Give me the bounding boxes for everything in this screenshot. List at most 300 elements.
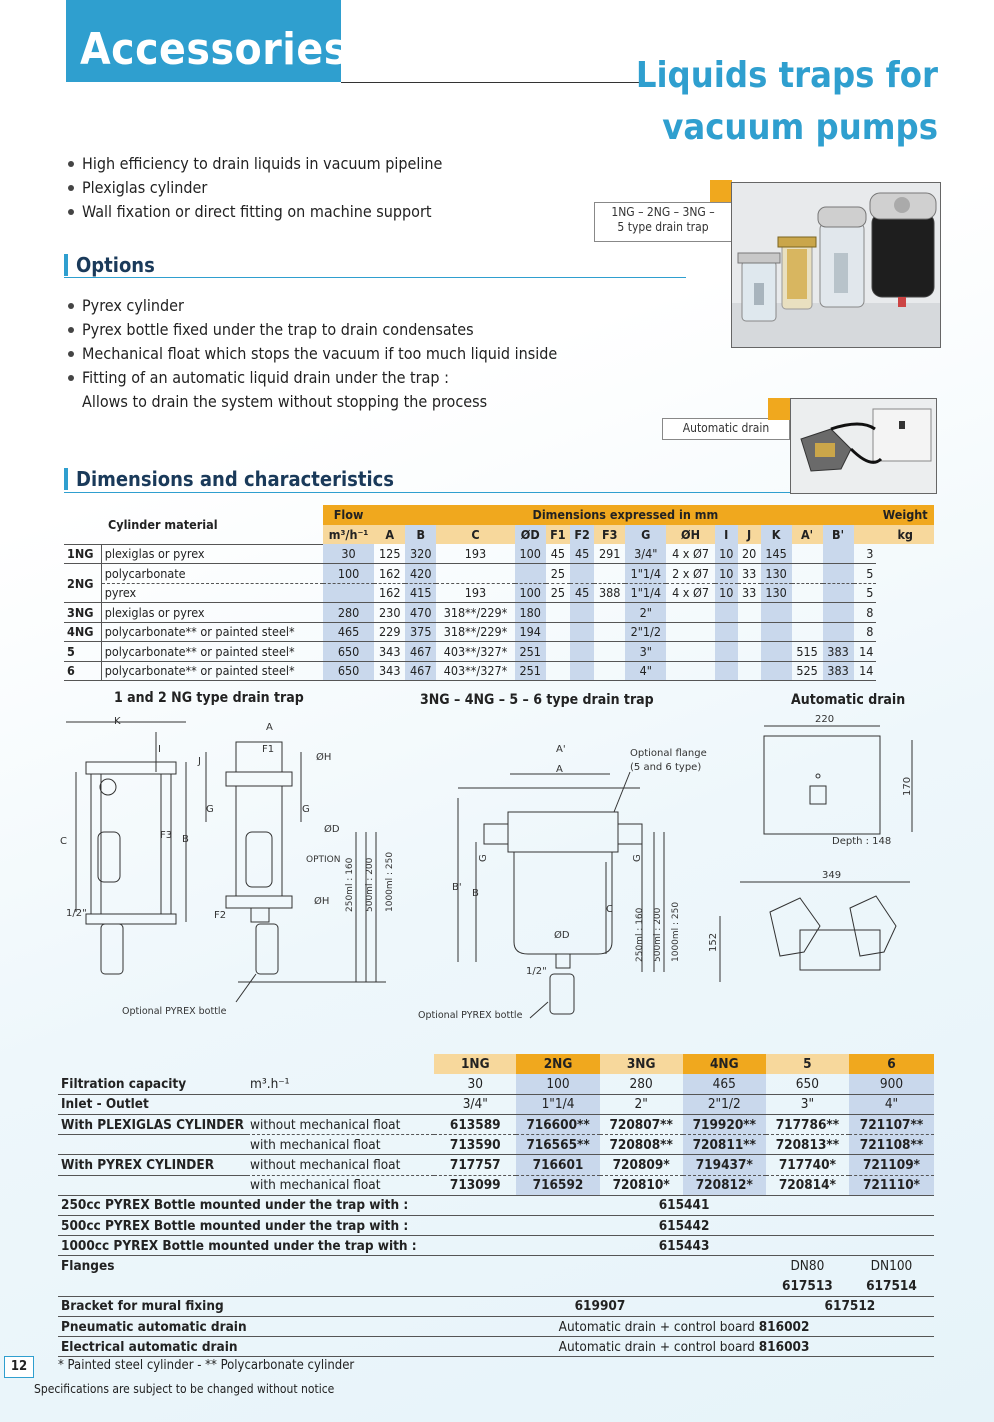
dim-row — [64, 544, 934, 564]
product-cell: 280 — [600, 1074, 683, 1094]
empty-cell — [434, 1256, 766, 1276]
cell-Ap — [792, 564, 823, 584]
product-row — [58, 1135, 934, 1155]
traps-photo-caption — [594, 202, 732, 242]
caption-line: 1NG – 2NG – 3NG – — [611, 205, 715, 219]
product-cell: 465 — [683, 1074, 766, 1094]
cell-A: 230 — [374, 603, 405, 623]
row-material: polycarbonate** or painted steel* — [101, 661, 323, 681]
dim-row — [64, 603, 934, 623]
cell-B: 415 — [405, 583, 436, 603]
col-header: A' — [792, 525, 823, 545]
product-row — [58, 1155, 934, 1175]
product-cell: 617513 — [766, 1276, 849, 1296]
cell-flow: 465 — [323, 622, 374, 642]
product-row — [58, 1236, 934, 1256]
cell-Ap: 515 — [792, 642, 823, 662]
product-cell: 720807** — [600, 1115, 683, 1135]
traps-photo — [731, 182, 941, 348]
drawing-3-6ng — [410, 712, 740, 1024]
dim-label: ØD — [324, 824, 340, 835]
row-material: plexiglas or pyrex — [101, 544, 323, 564]
cell-I — [715, 661, 738, 681]
cell-G: 2"1/2 — [625, 622, 666, 642]
cell-flow: 650 — [323, 661, 374, 681]
col-header: F1 — [546, 525, 570, 545]
row-type: 6 — [64, 661, 101, 681]
cell-Bp — [823, 603, 854, 623]
row-label: With PYREX CYLINDER — [58, 1155, 247, 1175]
feature-item: Wall fixation or direct fitting on machine support — [64, 200, 442, 224]
col-header-dimensions: Dimensions expressed in mm — [374, 505, 876, 525]
cell-F1 — [546, 642, 570, 662]
feature-item: Plexiglas cylinder — [64, 176, 442, 200]
cell-B: 320 — [405, 544, 436, 564]
product-cell — [434, 1316, 934, 1336]
product-cell: DN100 — [870, 1258, 913, 1275]
cell-F2 — [570, 564, 594, 584]
product-cell: 719920** — [683, 1115, 766, 1135]
product-cell: 721109* — [849, 1155, 934, 1175]
cell-C: 403**/327* — [436, 642, 514, 662]
row-label: Inlet - Outlet — [58, 1094, 247, 1114]
row-label: With PLEXIGLAS CYLINDER — [58, 1115, 247, 1135]
dim-label: ØD — [554, 930, 570, 941]
col-header: F2 — [570, 525, 594, 545]
product-row — [58, 1094, 934, 1114]
dim-label: 1000ml : 250 — [385, 851, 395, 912]
dim-label: Optional PYREX bottle — [418, 1010, 523, 1021]
model-header: 5 — [766, 1054, 849, 1074]
cell-F3 — [594, 564, 625, 584]
cell-B: 470 — [405, 603, 436, 623]
cell-weight: 14 — [854, 642, 877, 662]
dim-label: ØH — [316, 752, 332, 763]
cell-A: 229 — [374, 622, 405, 642]
drawing-1-2ng — [56, 712, 406, 1022]
dim-label: 349 — [822, 870, 842, 881]
cell-F3: 291 — [594, 544, 625, 564]
row-label — [58, 1135, 247, 1155]
page-number: 12 — [4, 1356, 34, 1378]
dim-label: 152 — [708, 932, 719, 952]
empty-cell — [434, 1276, 766, 1296]
dim-label: 170 — [902, 776, 913, 796]
dim-label: Optional flange — [630, 748, 707, 759]
col-header: I — [715, 525, 738, 545]
option-item: Pyrex cylinder — [64, 294, 557, 318]
drawing-title-automatic-drain: Automatic drain — [791, 692, 906, 708]
dim-label: B — [182, 834, 189, 845]
dim-label: 250ml : 160 — [345, 857, 355, 912]
product-cell: 615443 — [434, 1236, 934, 1256]
cell-B: 375 — [405, 622, 436, 642]
cell-F3: 388 — [594, 583, 625, 603]
cell-J — [738, 622, 761, 642]
dimensions-rule — [64, 492, 790, 493]
cell-Bp: 383 — [823, 661, 854, 681]
drawing-title-3-6ng: 3NG – 4NG – 5 – 6 type drain trap — [420, 692, 654, 708]
col-header-flow: Flow — [323, 505, 374, 525]
cell-Bp — [823, 622, 854, 642]
product-row — [58, 1256, 934, 1276]
option-item: Mechanical float which stops the vacuum if too much liquid inside — [64, 342, 557, 366]
dimensions-table — [64, 505, 934, 681]
cell-Ap — [792, 544, 823, 564]
cell-flow: 280 — [323, 603, 374, 623]
cell-D: 180 — [515, 603, 546, 623]
cell-D: 251 — [515, 661, 546, 681]
dim-label: I — [158, 744, 161, 755]
product-row — [58, 1115, 934, 1135]
product-cell: 713590 — [434, 1135, 516, 1155]
dim-label: K — [114, 716, 121, 727]
cell-J — [738, 642, 761, 662]
col-header: A — [374, 525, 405, 545]
option-continuation: Allows to drain the system without stopping the process — [82, 392, 488, 411]
title-line-2: vacuum pumps — [662, 107, 938, 148]
accessories-title: Accessories — [80, 24, 348, 75]
model-header: 3NG — [600, 1054, 683, 1074]
product-cell: 617512 — [766, 1296, 934, 1316]
cell-C: 318**/229* — [436, 622, 514, 642]
col-header-spacer — [854, 525, 877, 545]
cell-C: 318**/229* — [436, 603, 514, 623]
cell-C: 403**/327* — [436, 661, 514, 681]
row-sublabel: without mechanical float — [247, 1155, 434, 1175]
row-sublabel — [247, 1094, 434, 1114]
cell-F2: 45 — [570, 544, 594, 564]
col-header: B' — [823, 525, 854, 545]
cell-G: 4" — [625, 661, 666, 681]
product-row — [58, 1337, 934, 1357]
dim-label: (5 and 6 type) — [630, 762, 702, 773]
cell-I: 10 — [715, 583, 738, 603]
product-cell: 613589 — [434, 1115, 516, 1135]
cell-J: 33 — [738, 583, 761, 603]
col-header-flow-unit: m³/h⁻¹ — [323, 525, 374, 545]
product-cell: 619907 — [434, 1296, 766, 1316]
cell-Bp — [823, 544, 854, 564]
product-cell: 720814* — [766, 1175, 849, 1195]
dim-label: 250ml : 160 — [635, 907, 645, 962]
option-item: Pyrex bottle fixed under the trap to drain condensates — [64, 318, 557, 342]
photo-corner-accent — [768, 398, 790, 420]
cell-F1 — [546, 603, 570, 623]
product-cell: 4" — [849, 1094, 934, 1114]
product-cell: 617514 — [849, 1276, 934, 1296]
drain-photo-caption: Automatic drain — [662, 418, 790, 440]
row-label: 500cc PYREX Bottle mounted under the trap with : — [58, 1216, 434, 1236]
cell-F2 — [570, 603, 594, 623]
drain-ref: 816002 — [758, 1318, 810, 1335]
cell-weight: 3 — [854, 544, 877, 564]
dim-label: B' — [452, 882, 462, 893]
dim-label: 1/2" — [66, 908, 87, 919]
cell-C — [436, 564, 514, 584]
product-row — [58, 1316, 934, 1336]
col-header: J — [738, 525, 761, 545]
model-header: 2NG — [516, 1054, 599, 1074]
cell-Ap: 525 — [792, 661, 823, 681]
dim-label: A — [266, 722, 273, 733]
product-cell: 900 — [849, 1074, 934, 1094]
page-title — [636, 50, 938, 154]
dimensions-heading: Dimensions and characteristics — [64, 468, 394, 490]
cell-K: 130 — [761, 564, 792, 584]
cell-flow — [323, 583, 374, 603]
product-cell: 3" — [766, 1094, 849, 1114]
col-header: G — [625, 525, 666, 545]
row-type: 5 — [64, 642, 101, 662]
dim-label: C — [606, 904, 613, 915]
cell-I — [715, 622, 738, 642]
cell-Ap — [792, 603, 823, 623]
cell-B: 467 — [405, 661, 436, 681]
cell-F2 — [570, 642, 594, 662]
cell-F1: 25 — [546, 583, 570, 603]
dim-label: A' — [556, 744, 566, 755]
cell-weight: 5 — [854, 564, 877, 584]
row-sublabel: with mechanical float — [247, 1135, 434, 1155]
cell-G: 3" — [625, 642, 666, 662]
products-body — [58, 1074, 934, 1357]
cell-F3 — [594, 642, 625, 662]
product-cell: 716592 — [516, 1175, 599, 1195]
model-header: 6 — [849, 1054, 934, 1074]
drawing-title-1-2ng: 1 and 2 NG type drain trap — [114, 690, 304, 706]
cell-D: 100 — [515, 544, 546, 564]
header-spacer — [58, 1054, 434, 1074]
photo-corner-accent — [710, 180, 732, 202]
product-cell: 615441 — [434, 1195, 934, 1215]
row-label: Filtration capacity — [58, 1074, 247, 1094]
product-cell: 717757 — [434, 1155, 516, 1175]
cell-F3 — [594, 603, 625, 623]
cell-J — [738, 661, 761, 681]
row-label: 1000cc PYREX Bottle mounted under the trap with : — [58, 1236, 434, 1256]
product-row — [58, 1195, 934, 1215]
options-list — [64, 294, 557, 414]
cell-H: 2 x Ø7 — [666, 564, 714, 584]
product-cell — [434, 1337, 934, 1357]
product-cell: 717786** — [766, 1115, 849, 1135]
cell-weight: 8 — [854, 622, 877, 642]
drain-ref: 816003 — [758, 1338, 810, 1355]
cell-C: 193 — [436, 544, 514, 564]
drain-photo-image — [791, 399, 937, 494]
product-cell: 720811** — [683, 1135, 766, 1155]
col-header: ØH — [666, 525, 714, 545]
cell-H — [666, 622, 714, 642]
drain-text: Automatic drain + control board — [558, 1338, 755, 1355]
product-cell: 721107** — [849, 1115, 934, 1135]
product-cell: 2"1/2 — [683, 1094, 766, 1114]
cell-H — [666, 603, 714, 623]
product-cell: 716600** — [516, 1115, 599, 1135]
cell-H: 4 x Ø7 — [666, 544, 714, 564]
cell-K: 145 — [761, 544, 792, 564]
cell-F2 — [570, 661, 594, 681]
product-row — [58, 1175, 934, 1195]
cell-flow: 30 — [323, 544, 374, 564]
row-type: 4NG — [64, 622, 101, 642]
cell-weight: 5 — [854, 583, 877, 603]
product-cell: 713099 — [434, 1175, 516, 1195]
dim-label: J — [198, 756, 201, 767]
product-cell: 720810* — [600, 1175, 683, 1195]
cell-G: 1"1/4 — [625, 583, 666, 603]
product-cell: 716601 — [516, 1155, 599, 1175]
drawing-automatic-drain — [700, 712, 940, 992]
cell-D: 194 — [515, 622, 546, 642]
cell-F1 — [546, 622, 570, 642]
spec-notice: Specifications are subject to be changed without notice — [34, 1382, 335, 1396]
dim-row — [64, 642, 934, 662]
dim-label: A — [556, 764, 563, 775]
cell-A: 125 — [374, 544, 405, 564]
cell-F1: 25 — [546, 564, 570, 584]
dim-label: C — [60, 836, 67, 847]
dim-label: F3 — [160, 830, 173, 841]
cell-K — [761, 622, 792, 642]
dim-label: F2 — [214, 910, 227, 921]
cell-D: 251 — [515, 642, 546, 662]
product-cell: 721108** — [849, 1135, 934, 1155]
cell-Bp: 383 — [823, 642, 854, 662]
cell-weight: 14 — [854, 661, 877, 681]
products-table — [58, 1054, 934, 1357]
row-material: polycarbonate** or painted steel* — [101, 642, 323, 662]
product-cell: 2" — [600, 1094, 683, 1114]
col-header: K — [761, 525, 792, 545]
caption-line: 5 type drain trap — [617, 220, 709, 234]
row-label: 250cc PYREX Bottle mounted under the trap with : — [58, 1195, 434, 1215]
options-heading: Options — [64, 254, 155, 276]
cell-F3 — [594, 622, 625, 642]
footnote: * Painted steel cylinder - ** Polycarbonate cylinder — [58, 1358, 355, 1373]
col-header-weight: Weight — [876, 505, 934, 525]
cell-C: 193 — [436, 583, 514, 603]
dim-label: Depth : 148 — [832, 836, 892, 847]
dim-label: OPTION — [306, 855, 341, 865]
row-material: plexiglas or pyrex — [101, 603, 323, 623]
row-type: 3NG — [64, 603, 101, 623]
cell-G: 1"1/4 — [625, 564, 666, 584]
dim-row — [64, 622, 934, 642]
dim-label: F1 — [262, 744, 275, 755]
dim-label: Optional PYREX bottle — [122, 1006, 227, 1017]
row-type: 2NG — [64, 564, 101, 603]
row-label-spacer — [58, 1276, 434, 1296]
product-row — [58, 1216, 934, 1236]
cell-J — [738, 603, 761, 623]
cell-flow: 100 — [323, 564, 374, 584]
row-label: Electrical automatic drain — [58, 1337, 434, 1357]
dim-label: B — [472, 888, 479, 899]
dimensions-body — [64, 544, 934, 681]
row-label: Bracket for mural fixing — [58, 1296, 434, 1316]
cell-D — [515, 564, 546, 584]
title-line-1: Liquids traps for — [635, 55, 938, 96]
cell-weight: 8 — [854, 603, 877, 623]
dim-row — [64, 661, 934, 681]
row-material: polycarbonate — [101, 564, 323, 584]
product-cell: 716565** — [516, 1135, 599, 1155]
dim-label: 500ml : 200 — [365, 857, 375, 912]
cell-B: 467 — [405, 642, 436, 662]
row-sublabel: m³.h⁻¹ — [247, 1074, 434, 1094]
cell-A: 343 — [374, 661, 405, 681]
row-label — [58, 1175, 247, 1195]
product-row — [58, 1276, 934, 1296]
cell-J: 20 — [738, 544, 761, 564]
cell-F1 — [546, 661, 570, 681]
product-row — [58, 1296, 934, 1316]
row-label: Pneumatic automatic drain — [58, 1316, 434, 1336]
dim-label: ØH — [314, 896, 330, 907]
cell-H — [666, 642, 714, 662]
product-cell: 30 — [434, 1074, 516, 1094]
dim-label: G — [302, 804, 310, 815]
cell-K — [761, 661, 792, 681]
dim-label: 1/2" — [526, 966, 547, 977]
row-type: 1NG — [64, 544, 101, 564]
header-rule — [341, 82, 651, 83]
cell-A: 162 — [374, 583, 405, 603]
cell-D: 100 — [515, 583, 546, 603]
cell-K — [761, 642, 792, 662]
dim-label: G — [478, 854, 489, 862]
dim-label: 500ml : 200 — [653, 907, 663, 962]
product-cell: 3/4" — [434, 1094, 516, 1114]
product-row — [58, 1074, 934, 1094]
drain-photo — [790, 398, 937, 494]
product-cell: 1"1/4 — [516, 1094, 599, 1114]
product-cell: 720809* — [600, 1155, 683, 1175]
row-material: polycarbonate** or painted steel* — [101, 622, 323, 642]
dim-label: G — [632, 854, 643, 862]
cell-G: 2" — [625, 603, 666, 623]
dim-row — [64, 583, 934, 603]
col-header: ØD — [515, 525, 546, 545]
cell-I — [715, 603, 738, 623]
cell-H: 4 x Ø7 — [666, 583, 714, 603]
cell-Bp — [823, 564, 854, 584]
cell-I: 10 — [715, 544, 738, 564]
cell-J: 33 — [738, 564, 761, 584]
product-cell: 100 — [516, 1074, 599, 1094]
product-cell: 719437* — [683, 1155, 766, 1175]
col-header-weight-unit: kg — [876, 525, 934, 545]
cell-H — [666, 661, 714, 681]
row-sublabel: with mechanical float — [247, 1175, 434, 1195]
option-item: Fitting of an automatic liquid drain under the trap : — [64, 366, 557, 390]
cell-K — [761, 603, 792, 623]
product-cell: 650 — [766, 1074, 849, 1094]
row-material: pyrex — [101, 583, 323, 603]
dim-label: G — [206, 804, 214, 815]
drain-text: Automatic drain + control board — [558, 1318, 755, 1335]
cell-F2: 45 — [570, 583, 594, 603]
row-sublabel: without mechanical float — [247, 1115, 434, 1135]
cell-F1: 45 — [546, 544, 570, 564]
cell-Ap — [792, 622, 823, 642]
feature-list — [64, 152, 442, 224]
cell-G: 3/4" — [625, 544, 666, 564]
cell-I — [715, 642, 738, 662]
cell-F3 — [594, 661, 625, 681]
